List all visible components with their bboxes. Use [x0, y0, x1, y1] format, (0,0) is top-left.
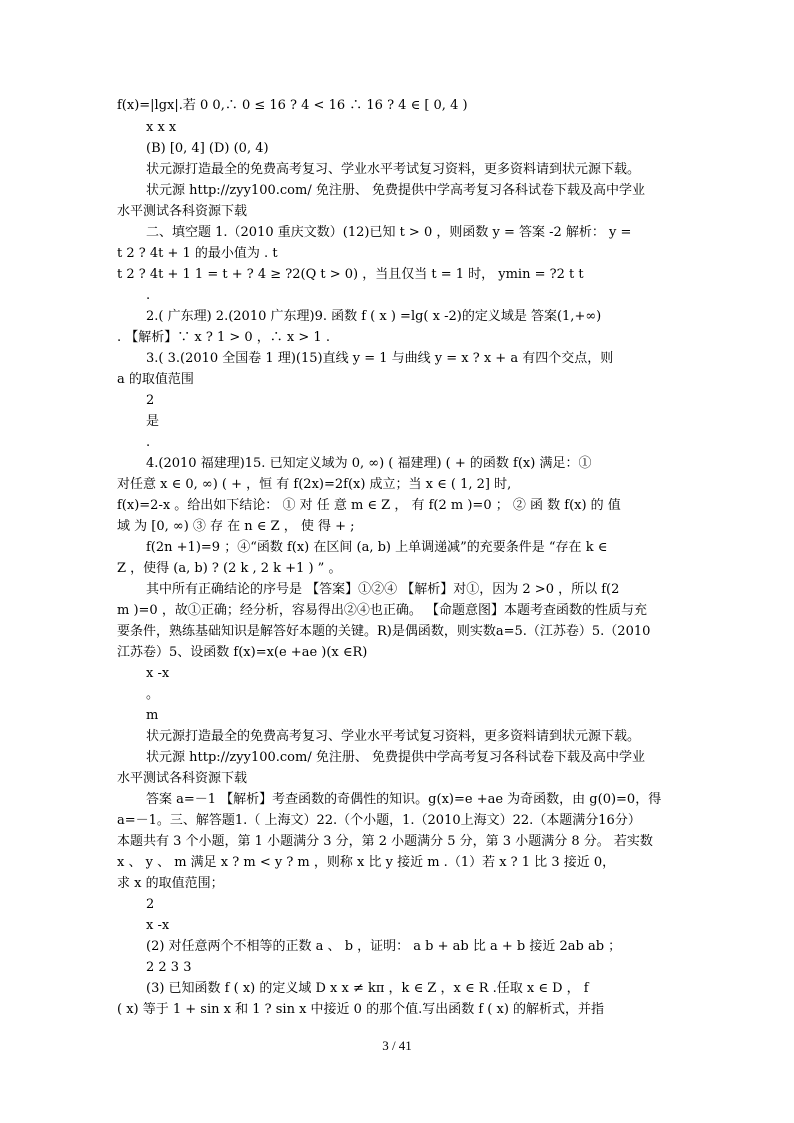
text-line: (B) [0, 4] (D) (0, 4) — [146, 141, 269, 156]
text-line: 要条件，熟练基础知识是解答好本题的关键。R)是偶函数，则实数a=5.（江苏卷）5.（2010 — [117, 624, 651, 639]
text-line: 对任意 x ∈ 0, ∞) ( + ，恒 有 f(2x)=2f(x) 成立；当 x ∈ ( 1, 2] 时, — [117, 477, 512, 492]
text-line: 状元源 http://zyy100.com/ 免注册、 免费提供中学高考复习各科试卷下载及高中学业 — [146, 183, 645, 198]
text-line: 二、填空题 1.（2010 重庆文数）(12)已知 t > 0 ，则函数 y = 答案 -2 解析： y = — [146, 225, 632, 240]
text-line: 。 — [146, 687, 160, 702]
text-line: 求 x 的取值范围； — [117, 876, 224, 891]
text-line: 答案 a=－1 【解析】考查函数的奇偶性的知识。g(x)=e +ae 为奇函数，由 g(0)=0，得 — [146, 792, 662, 807]
text-line: f(x)=2-x 。给出如下结论： ① 对 任 意 m ∈ Z ， 有 f(2 m )=0 ； ② 函 数 f(x) 的 值 — [117, 498, 621, 513]
text-line: . 【解析】∵ x ? 1 > 0 ，∴ x > 1 . — [117, 330, 330, 345]
text-line: 3.( 3.(2010 全国卷 1 理)(15)直线 y = 1 与曲线 y = x ? x + a 有四个交点，则 — [146, 351, 614, 366]
text-line: m — [146, 708, 159, 723]
text-line: 水平测试各科资源下载 — [117, 771, 248, 786]
text-line: 2 — [146, 897, 155, 912]
text-line: 本题共有 3 个小题，第 1 小题满分 3 分，第 2 小题满分 5 分，第 3 小题满分 8 分。 若实数 — [117, 834, 653, 849]
page-number: 3 / 41 — [382, 1038, 412, 1053]
text-line: . — [146, 288, 151, 303]
text-line: 4.(2010 福建理)15. 已知定义域为 0, ∞) ( 福建理) ( + 的函数 f(x) 满足：① — [146, 456, 592, 471]
text-line: x 、 y 、 m 满足 x ? m < y ? m ，则称 x 比 y 接近 m .（1）若 x ? 1 比 3 接近 0， — [117, 855, 616, 870]
text-line: (3) 已知函数 f ( x) 的定义域 D x x ≠ kπ ，k ∈ Z ，x ∈ R .任取 x ∈ D ， f — [146, 981, 589, 996]
text-line: . — [146, 435, 151, 450]
text-line: t 2 ? 4t + 1 1 = t + ? 4 ≥ ?2(Q t > 0) ，当且仅当 t = 1 时， ymin = ?2 t t — [117, 267, 584, 282]
text-line: 江苏卷）5、设函数 f(x)=x(e +ae )(x ∈R) — [117, 645, 368, 660]
text-line: x -x — [146, 918, 170, 933]
text-line: 2 2 3 3 — [146, 960, 192, 975]
text-line: 是 — [146, 414, 160, 429]
text-line: f(2n +1)=9 ；④“函数 f(x) 在区间 (a, b) 上单调递减”的充要条件是 “存在 k ∈ — [146, 540, 608, 555]
text-line: 状元源打造最全的免费高考复习、学业水平考试复习资料，更多资料请到状元源下载。 — [146, 162, 641, 177]
text-line: x -x — [146, 666, 170, 681]
text-line: Z ，使得 (a, b) ? (2 k , 2 k +1 ) ” 。 — [117, 561, 342, 576]
text-line: 状元源 http://zyy100.com/ 免注册、 免费提供中学高考复习各科试卷下载及高中学业 — [146, 750, 645, 765]
text-line: 状元源打造最全的免费高考复习、学业水平考试复习资料，更多资料请到状元源下载。 — [146, 729, 641, 744]
text-line: 2 — [146, 393, 155, 408]
text-line: f(x)=|lgx|.若 0 0,∴ 0 ≤ 16 ? 4 < 16 ∴ 16 ? 4 ∈ [ 0, 4 ) — [117, 98, 468, 113]
text-line: 水平测试各科资源下载 — [117, 204, 248, 219]
text-line: 域 为 [0, ∞) ③ 存 在 n ∈ Z ， 使 得 + ; — [117, 519, 355, 534]
text-line: 2.( 广东理) 2.(2010 广东理)9. 函数 f ( x ) =lg( x -2)的定义域是 答案(1,+∞) — [146, 309, 602, 324]
text-line: (2) 对任意两个不相等的正数 a 、 b ，证明： a b + ab 比 a + b 接近 2ab ab ； — [146, 939, 622, 954]
text-line: ( x) 等于 1 + sin x 和 1 ? sin x 中接近 0 的那个值.写出函数 f ( x) 的解析式，并指 — [117, 1002, 605, 1017]
text-line: a=－1。三、解答题1.（ 上海文）22.（个小题，1.（2010上海文）22.（本题满分16分） — [117, 813, 641, 828]
text-line: t 2 ? 4t + 1 的最小值为 . t — [117, 246, 278, 261]
text-line: 其中所有正确结论的序号是 【答案】①②④ 【解析】对①，因为 2 >0 ，所以 f(2 — [146, 582, 620, 597]
text-line: m )=0 ，故①正确；经分析，容易得出②④也正确。 【命题意图】本题考查函数的性质与充 — [117, 603, 647, 618]
text-line: a 的取值范围 — [117, 372, 194, 387]
text-line: x x x — [146, 120, 177, 135]
